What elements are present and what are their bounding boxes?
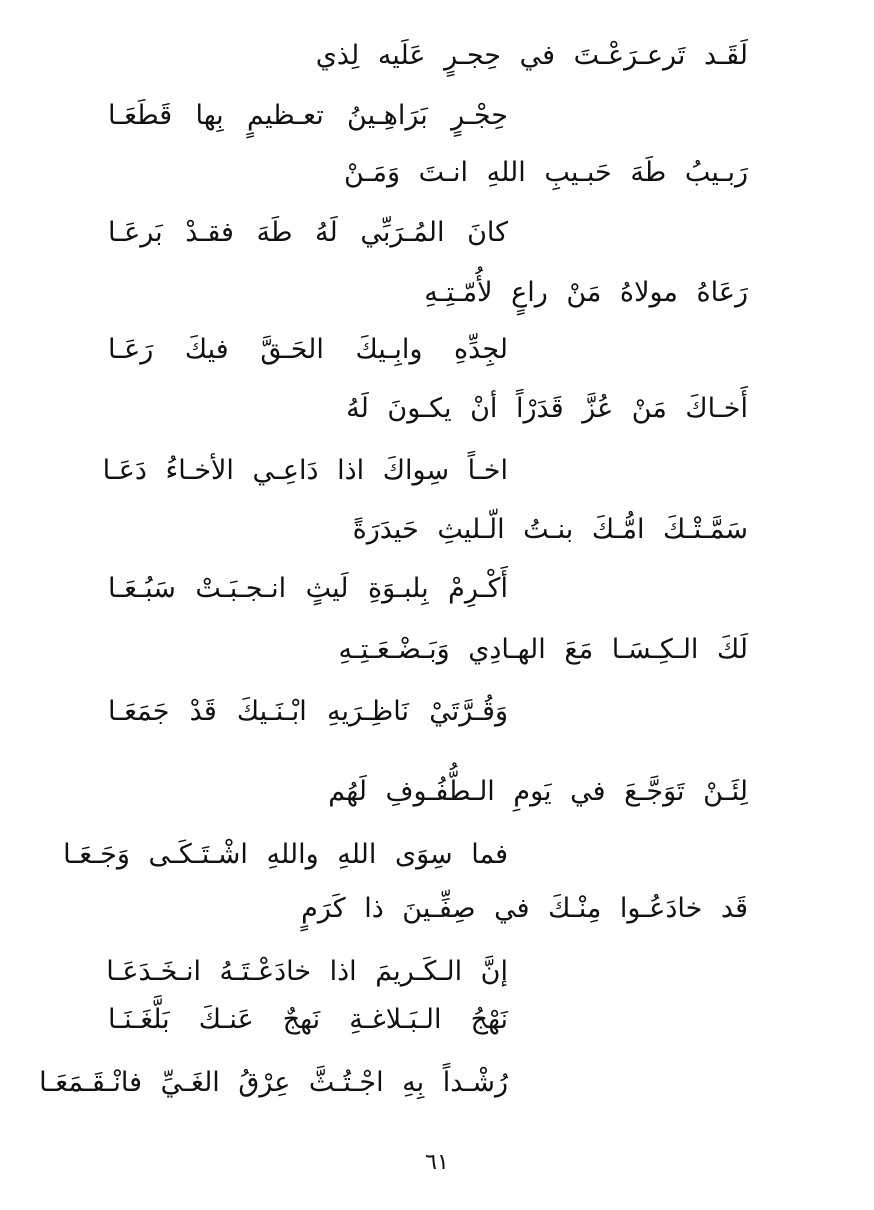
verse-4-first-hemistich: أَخـاكَ مَنْ عُزَّ قَدَرْاً أنْ يكـونَ لَهُ	[346, 393, 748, 424]
verse-6-first-hemistich: لَكَ الـكِـسَـا مَعَ الهـادِي وَبَـضْـعَـتِـهِ	[338, 634, 748, 665]
verse-2-second-hemistich: كانَ المُـرَبِّي لَهُ طَهَ فقـدْ بَرعَـا	[108, 217, 508, 248]
verse-5-second-hemistich: أَكْـرِمْ بِلبـوَةِ لَيثٍ انـجـبَـتْ سَبُـعَـا	[108, 573, 508, 604]
verse-9-first-hemistich: نَهْجُ الـبَـلاغـةِ نَهجٌ عَنـكَ بَلَّغَـنَـا	[108, 1004, 508, 1035]
verse-1-second-hemistich: حِجْـرٍ بَرَاهِـينُ تعـظيمٍ بِها قَطَعَـا	[108, 100, 508, 131]
verse-5-first-hemistich: سَمَّـتْـكَ امُّـكَ بنـتُ الّـليثِ حَيدَرَةً	[352, 514, 748, 545]
verse-8-first-hemistich: قَد خادَعُـوا مِنْـكَ في صِفِّـينَ ذا كَرَمٍ	[301, 893, 748, 924]
verse-6-second-hemistich: وَقُـرَّتَيْ نَاظِـرَيهِ ابْـنَـيكَ قَدْ جَمَعَـا	[108, 696, 508, 727]
verse-7-second-hemistich: فما سِوَى اللهِ واللهِ اشْـتَـكَـى وَجَـعَـا	[63, 839, 508, 870]
verse-1-first-hemistich: لَقَـد تَرعـرَعْـتَ في حِجـرٍ عَلَيه لِذي	[315, 40, 748, 71]
page-number: ٦١	[425, 1150, 449, 1175]
verse-7-first-hemistich: لِئَـنْ تَوَجَّـعَ في يَومِ الـطُّفُـوفِ لَهُم	[328, 776, 748, 807]
verse-9-second-hemistich: رُشْـداً بِهِ اجْـتُـثَّ عِرْقُ الغَـيِّ فانْـقَـمَعَـا	[39, 1067, 508, 1098]
verse-3-second-hemistich: لجِدِّهِ وابِـيكَ الحَـقَّ فيكَ رَعَـا	[108, 334, 508, 365]
verse-4-second-hemistich: اخـاً سِواكَ اذا دَاعِـي الأخـاءُ دَعَـا	[102, 455, 508, 486]
verse-2-first-hemistich: رَبـيبُ طَهَ حَبـيبِ اللهِ انـتَ وَمَـنْ	[344, 157, 748, 188]
verse-8-second-hemistich: إنَّ الـكَـريمَ اذا خادَعْـتَـهُ انـخَـدَعَـا	[106, 956, 508, 987]
verse-3-first-hemistich: رَعَاهُ مولاهُ مَنْ راعٍ لأُمّـتِـهِ	[424, 277, 748, 308]
